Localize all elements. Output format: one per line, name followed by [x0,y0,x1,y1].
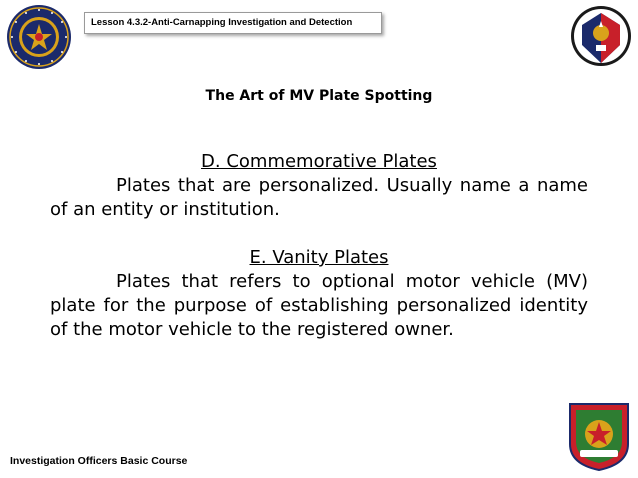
school-emblem-logo [570,3,632,69]
slide-title: The Art of MV Plate Spotting [205,88,433,104]
section-body-commemorative: Plates that are personalized. Usually name a name of an entity or institution. [50,175,588,220]
section-heading-commemorative: D. Commemorative Plates [201,151,437,172]
training-badge-logo [566,400,632,472]
section-heading-vanity: E. Vanity Plates [249,247,389,268]
section-spacer [50,222,588,246]
directorate-seal-logo [6,4,72,70]
lesson-title-box: Lesson 4.3.2-Anti-Carnapping Investigation and Detection [84,12,382,34]
section-body-vanity: Plates that refers to optional motor vehicle (MV) plate for the purpose of establishing personalized identity of the motor vehicle to the registered owner. [50,271,588,340]
slide-content [50,150,588,342]
course-footer: Investigation Officers Basic Course [10,455,188,467]
